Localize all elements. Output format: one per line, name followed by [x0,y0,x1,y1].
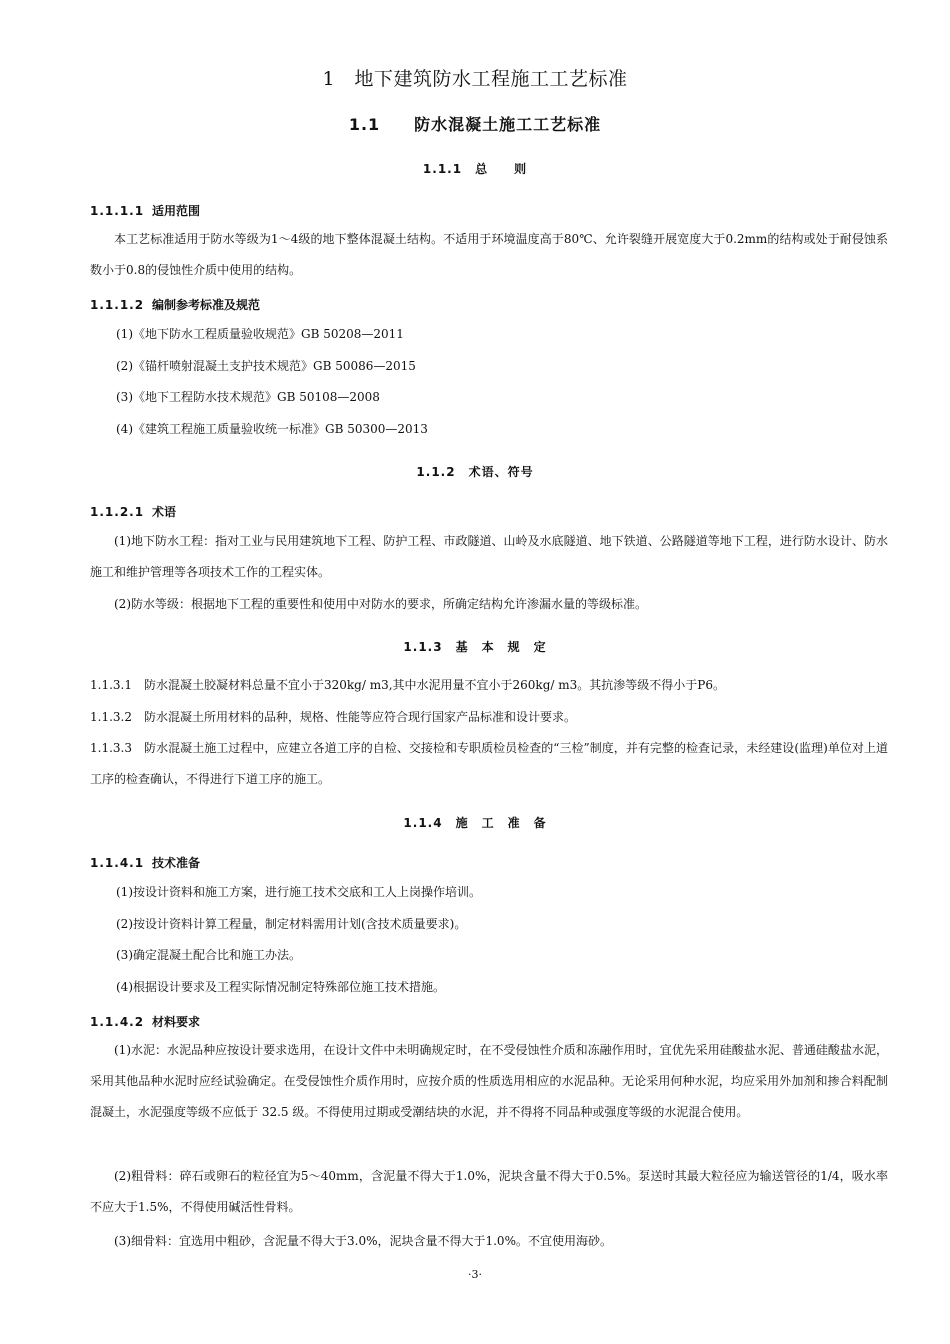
rule-paragraph: 1.1.3.1 防水混凝土胶凝材料总量不宜小于320kg/ m3,其中水泥用量不宜小于260kg/ m3。其抗渗等级不得小于P6。 [90,678,725,692]
rule-paragraph: 1.1.3.2 防水混凝土所用材料的品种，规格、性能等应符合现行国家产品标准和设计要求。 [90,710,576,724]
scope-paragraph: 本工艺标准适用于防水等级为1～4级的地下整体混凝土结构。不适用于环境温度高于80℃、允许裂缝开展宽度大于0.2mm的结构或处于耐侵蚀系数小于0.8的侵蚀性介质中使用的结构。 [90,232,888,277]
heading-number: 1.1.4.2 [90,1015,145,1029]
heading-1-1-4: 1.1.4 施 工 准 备 [403,816,547,830]
heading-1-1-4-2 [90,1013,200,1030]
reference-item: (4)《建筑工程施工质量验收统一标准》GB 50300—2013 [116,422,428,436]
heading-1-1-3: 1.1.3 基 本 规 定 [403,640,547,654]
heading-1-1-1-2 [90,296,260,313]
heading-number: 1.1.2.1 [90,505,145,519]
heading-text: 术语 [152,505,177,519]
heading-1-1-2-1 [90,503,176,520]
heading-text: 材料要求 [152,1015,201,1029]
prep-item: (3)确定混凝土配合比和施工办法。 [116,948,301,962]
prep-item: (4)根据设计要求及工程实际情况制定特殊部位施工技术措施。 [116,980,446,994]
term-paragraph: (1)地下防水工程：指对工业与民用建筑地下工程、防护工程、市政隧道、山岭及水底隧道、地下铁道、公路隧道等地下工程，进行防水设计、防水施工和维护管理等各项技术工作的工程实体。 [90,534,888,579]
heading-text: 适用范围 [152,204,201,218]
heading-1-1-4-1 [90,854,200,871]
heading-number: 1.1.4.1 [90,856,145,870]
material-paragraph: (2)粗骨料：碎石或卵石的粒径宜为5～40mm，含泥量不得大于1.0%，泥块含量不得大于0.5%。泵送时其最大粒径应为输送管径的1/4，吸水率不应大于1.5%，不得使用碱活性骨料。 [90,1169,888,1214]
rule-paragraph: 1.1.3.3 防水混凝土施工过程中，应建立各道工序的自检、交接检和专职质检员检查的“三检”制度，并有完整的检查记录，未经建设(监理)单位对上道工序的检查确认，不得进行下道工序的施工。 [90,741,888,786]
heading-number: 1.1.1.2 [90,298,145,312]
prep-item: (2)按设计资料计算工程量，制定材料需用计划(含技术质量要求)。 [116,917,467,931]
material-paragraph: (1)水泥：水泥品种应按设计要求选用，在设计文件中未明确规定时，在不受侵蚀性介质和冻融作用时，宜优先采用硅酸盐水泥、普通硅酸盐水泥，采用其他品种水泥时应经试验确定。在受侵蚀性介质作用时，应按介质的性质选用相应的水泥品种。无论采用何种水泥，均应采用外加剂和掺合料配制混凝土，水泥强度等级不应低于 32.5 级。不得使用过期或受潮结块的水泥，并不得将不同品种或强度等级的水泥混合使用。 [90,1043,888,1119]
heading-number: 1.1.1.1 [90,204,145,218]
material-paragraph: (3)细骨料：宜选用中粗砂，含泥量不得大于3.0%，泥块含量不得大于1.0%。不宜使用海砂。 [114,1234,612,1248]
heading-text: 技术准备 [152,856,201,870]
heading-1-1-1-1 [90,202,200,219]
reference-item: (3)《地下工程防水技术规范》GB 50108—2008 [116,390,380,404]
heading-1-1-2: 1.1.2 术语、符号 [416,465,534,479]
prep-item: (1)按设计资料和施工方案，进行施工技术交底和工人上岗操作培训。 [116,885,482,899]
heading-text: 编制参考标准及规范 [152,298,261,312]
reference-item: (1)《地下防水工程质量验收规范》GB 50208—2011 [116,327,404,341]
term-paragraph: (2)防水等级：根据地下工程的重要性和使用中对防水的要求，所确定结构允许渗漏水量的等级标准。 [114,597,648,611]
heading-1-1-1: 1.1.1 总 则 [422,162,528,176]
page-number: ·3· [468,1268,482,1281]
chapter-title: 1 地下建筑防水工程施工工艺标准 [322,68,628,90]
section-title: 1.1 防水混凝土施工工艺标准 [348,115,602,134]
reference-item: (2)《锚杆喷射混凝土支护技术规范》GB 50086—2015 [116,359,416,373]
